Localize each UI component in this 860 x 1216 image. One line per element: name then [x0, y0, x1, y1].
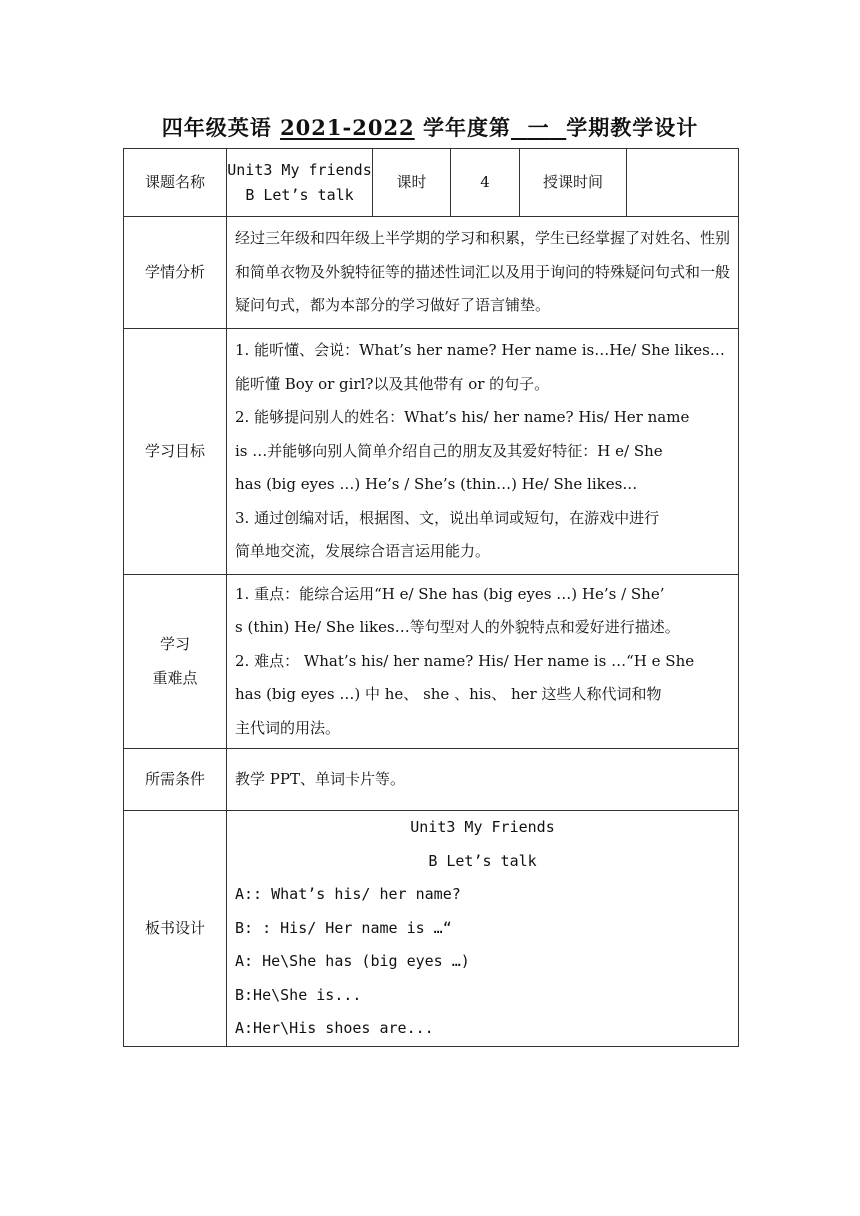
- key-points-label-line-2: 重难点: [152, 668, 198, 687]
- lesson-plan-table: [123, 148, 739, 1047]
- key-points-line: 2. 难点： What’s his/ her name? His/ Her name is …“H e She: [235, 651, 695, 670]
- period-label: 课时: [373, 149, 451, 217]
- board-heading-2: B Let’s talk: [428, 851, 537, 870]
- topic-label: 课题名称: [124, 149, 227, 217]
- title-prefix: 四年级英语: [161, 115, 281, 140]
- document-title: [0, 112, 860, 142]
- board-line: A:Her\His shoes are...: [235, 1019, 434, 1038]
- materials-row: [124, 749, 739, 811]
- key-points-line: 主代词的用法。: [235, 718, 341, 737]
- analysis-row: [124, 217, 739, 329]
- board-label: 板书设计: [124, 811, 227, 1047]
- goals-line: 1. 能听懂、会说：What’s her name? Her name is…He/ She likes…: [235, 341, 725, 360]
- goals-row: [124, 329, 739, 575]
- board-line: B: : His/ Her name is …“: [235, 918, 452, 937]
- board-content: [227, 811, 739, 1047]
- materials-label: 所需条件: [124, 749, 227, 811]
- title-suffix: 学期教学设计: [566, 115, 699, 140]
- key-points-content: [227, 575, 739, 749]
- header-row: [124, 149, 739, 217]
- topic-line-2: B Let’s talk: [245, 185, 354, 204]
- materials-content: [227, 749, 739, 811]
- topic-line-1: Unit3 My friends: [227, 160, 372, 179]
- time-value: [627, 149, 739, 217]
- board-row: [124, 811, 739, 1047]
- analysis-label: 学情分析: [124, 217, 227, 329]
- materials-text: 教学 PPT、单词卡片等。: [235, 769, 405, 788]
- key-points-label: [124, 575, 227, 749]
- board-line: A:: What’s his/ her name?: [235, 885, 461, 904]
- title-year: 2021-2022: [280, 115, 415, 140]
- analysis-text: 经过三年级和四年级上半学期的学习和积累，学生已经掌握了对姓名、性别和简单衣物及外貌特征等的描述性词汇以及用于询问的特殊疑问句式和一般疑问句式，都为本部分的学习做好了语言铺垫。: [235, 229, 731, 315]
- goals-content: [227, 329, 739, 575]
- goals-line: is …并能够向别人简单介绍自己的朋友及其爱好特征：H e/ She: [235, 441, 663, 460]
- key-points-label-line-1: 学习: [159, 635, 190, 653]
- time-label: 授课时间: [520, 149, 627, 217]
- topic-value: [227, 149, 373, 217]
- goals-line: has (big eyes …) He’s / She’s (thin…) He/ She likes…: [235, 475, 638, 494]
- board-line: A: He\She has (big eyes …): [235, 952, 470, 971]
- key-points-row: [124, 575, 739, 749]
- analysis-content: [227, 217, 739, 329]
- goals-line: 能听懂 Boy or girl?以及其他带有 or 的句子。: [235, 374, 550, 393]
- period-value: 4: [451, 149, 520, 217]
- key-points-line: s (thin) He/ She likes…等句型对人的外貌特点和爱好进行描述。: [235, 618, 680, 637]
- goals-line: 2. 能够提问别人的姓名：What’s his/ her name? His/ Her name: [235, 408, 690, 427]
- key-points-line: 1. 重点：能综合运用“H e/ She has (big eyes …) He’s / She’: [235, 584, 665, 603]
- key-points-line: has (big eyes …) 中 he、 she 、his、 her 这些人称代词和物: [235, 685, 662, 704]
- board-line: B:He\She is...: [235, 985, 362, 1004]
- goals-line: 简单地交流，发展综合语言运用能力。: [235, 542, 491, 561]
- goals-label: 学习目标: [124, 329, 227, 575]
- board-heading-1: Unit3 My Friends: [410, 818, 555, 837]
- title-middle: 学年度第: [414, 115, 511, 140]
- goals-line: 3. 通过创编对话，根据图、文，说出单词或短句，在游戏中进行: [235, 508, 660, 527]
- title-term: 一: [527, 115, 550, 140]
